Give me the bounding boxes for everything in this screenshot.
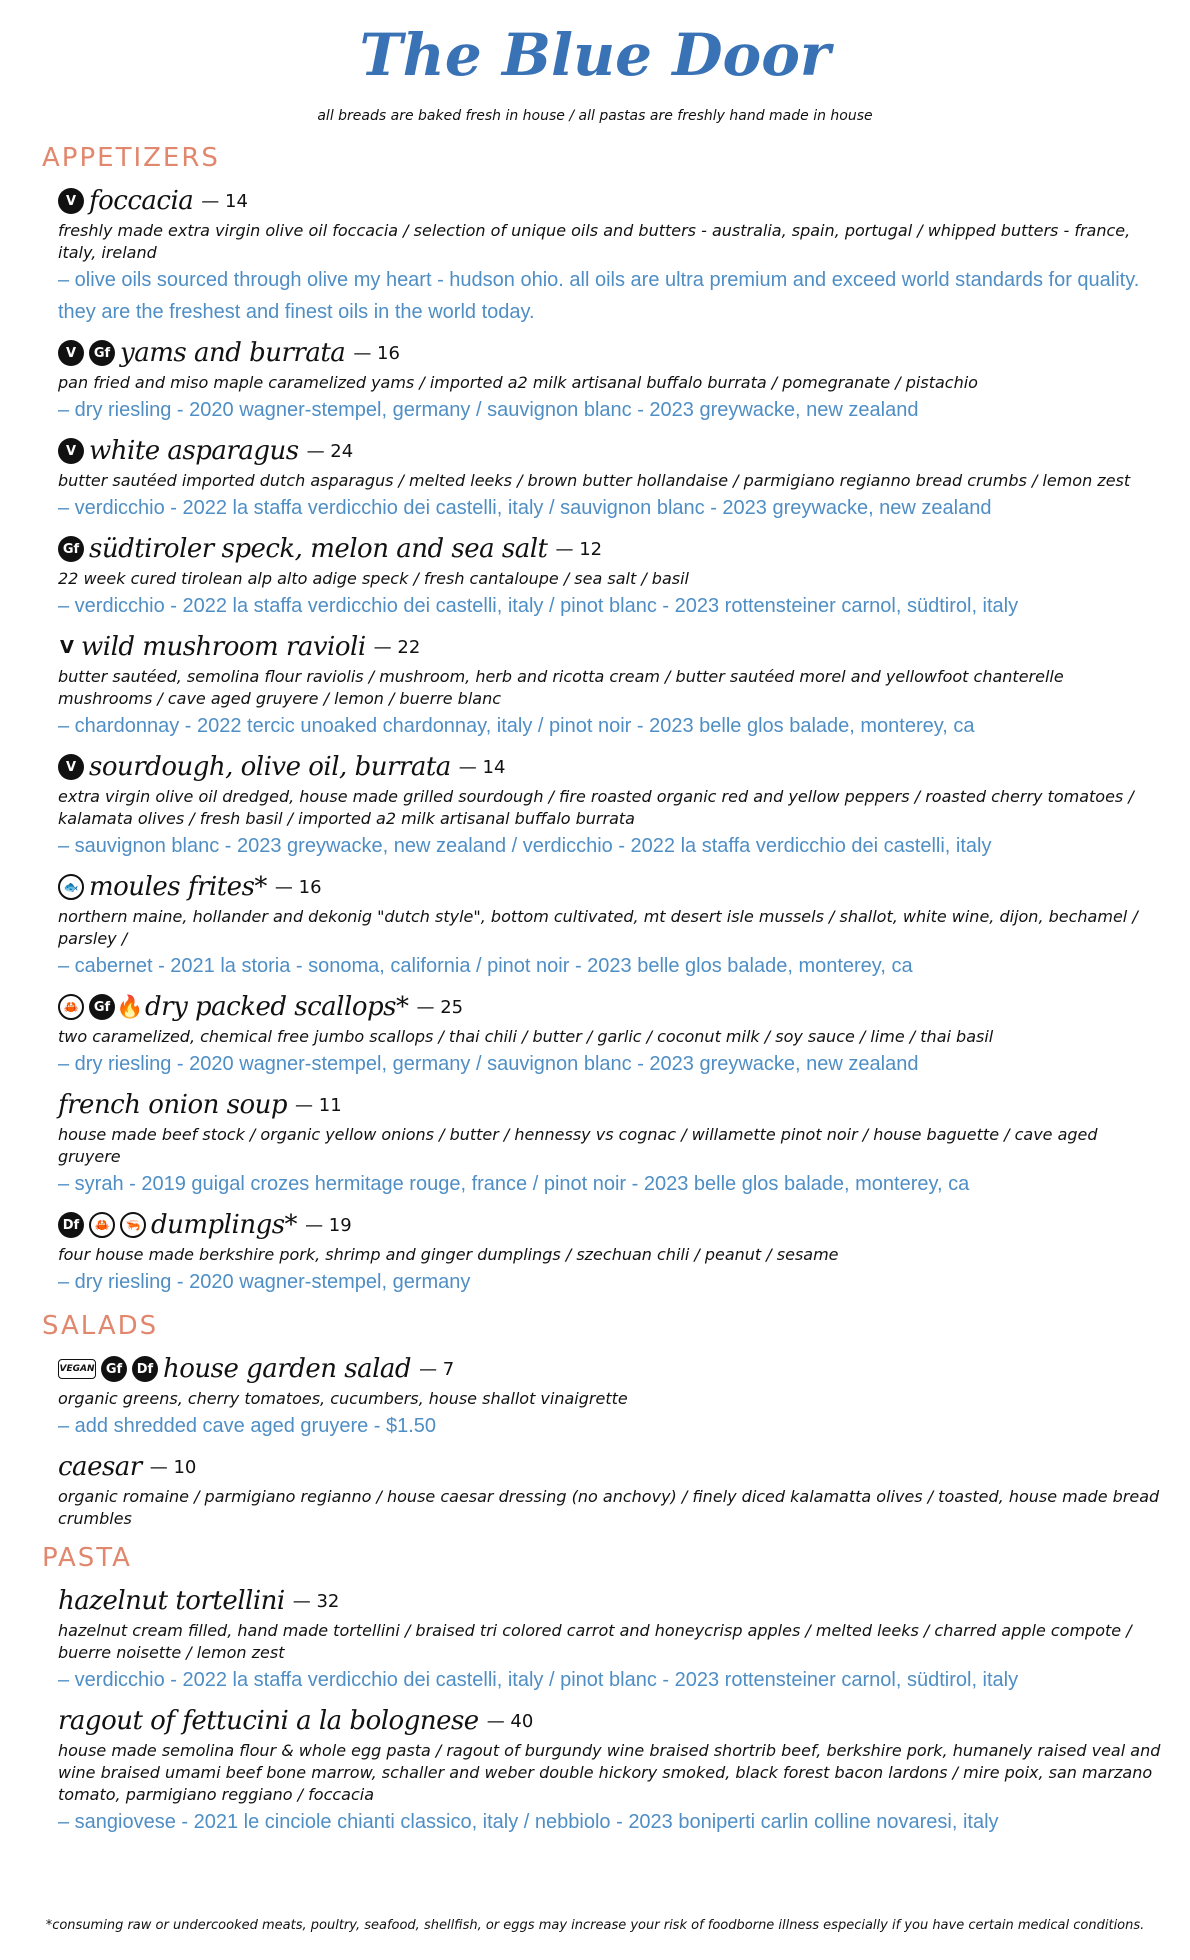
section-heading-pasta: PASTA [42, 1543, 132, 1573]
item-description: two caramelized, chemical free jumbo scallops / thai chili / butter / garlic / coconut milk / soy sauce / lime / thai basil [58, 1027, 994, 1046]
item-name: wild mushroom ravioli [81, 632, 366, 662]
item-description: extra virgin olive oil dredged, house made grilled sourdough / fire roasted organic red and yellow peppers / roasted cherry tomatoes / kalamata olives / fresh basil / imported a2 milk artisanal buffalo burrata [58, 787, 1134, 828]
item-price: — 16 [353, 342, 400, 364]
item-pairing: – verdicchio - 2022 la staffa verdicchio dei castelli, italy / pinot blanc - 2023 rottensteiner carnol, südtirol, italy [58, 1669, 1019, 1691]
vegetarian-icon: V [58, 340, 84, 366]
dairy-free-icon: Df [132, 1356, 158, 1382]
item-description: house made semolina flour & whole egg pasta / ragout of burgundy wine braised shortrib beef, berkshire pork, humanely raised veal and wine braised umami beef bone marrow, schaller and weber double hickory smoked, black forest bacon lardons / mire poix, san marzano tomato, parmigiano reggiano / foccacia [58, 1741, 1161, 1804]
item-description: four house made berkshire pork, shrimp and ginger dumplings / szechuan chili / peanut / sesame [58, 1245, 839, 1264]
item-description: butter sautéed, semolina flour raviolis / mushroom, herb and ricotta cream / butter sautéed morel and yellowfoot chanterelle mushrooms / cave aged gruyere / lemon / buerre blanc [58, 667, 1064, 708]
item-name: house garden salad [163, 1354, 412, 1384]
menu-item-sourdough-burrata [58, 748, 1162, 862]
shellfish-icon: 🦀 [58, 994, 84, 1020]
vegetarian-icon: V [58, 188, 84, 214]
menu-item-dry-packed-scallops [58, 988, 1162, 1080]
item-name: caesar [58, 1452, 142, 1482]
item-price: — 32 [292, 1590, 340, 1612]
item-name: ragout of fettucini a la bolognese [58, 1706, 479, 1736]
menu-item-white-asparagus [58, 432, 1162, 524]
item-pairing: – olive oils sourced through olive my heart - hudson ohio. all oils are ultra premium and exceed world standards for quality. they are the freshest and finest oils in the world today. [58, 269, 1140, 323]
item-price: — 14 [201, 190, 248, 212]
item-name: hazelnut tortellini [58, 1586, 285, 1616]
item-name: dumplings* [151, 1210, 298, 1240]
menu-item-speck-melon [58, 530, 1162, 622]
item-description: pan fried and miso maple caramelized yams / imported a2 milk artisanal buffalo burrata / pomegranate / pistachio [58, 373, 978, 392]
shrimp-icon: 🦐 [120, 1212, 146, 1238]
item-pairing: – dry riesling - 2020 wagner-stempel, germany / sauvignon blanc - 2023 greywacke, new zealand [58, 1053, 919, 1075]
item-addon: – add shredded cave aged gruyere - $1.50 [58, 1415, 437, 1437]
item-price: — 12 [555, 538, 603, 560]
gluten-free-icon: Gf [89, 340, 115, 366]
item-description: house made beef stock / organic yellow onions / butter / hennessy vs cognac / willamette pinot noir / house baguette / cave aged gruyere [58, 1125, 1098, 1166]
item-name: sourdough, olive oil, burrata [89, 752, 451, 782]
menu-item-foccacia [58, 182, 1162, 328]
menu-item-house-garden-salad [58, 1350, 1162, 1442]
section-heading-appetizers: APPETIZERS [42, 143, 220, 173]
menu-item-wild-mushroom-ravioli [58, 628, 1162, 742]
gluten-free-icon: Gf [89, 994, 115, 1020]
dairy-free-icon: Df [58, 1212, 84, 1238]
item-description: hazelnut cream filled, hand made tortellini / braised tri colored carrot and honeycrisp apples / melted leeks / charred apple compote / buerre noisette / lemon zest [58, 1621, 1132, 1662]
menu-item-ragout-fettucini [58, 1702, 1162, 1838]
item-name: dry packed scallops* [145, 992, 409, 1022]
menu-item-moules-frites [58, 868, 1162, 982]
item-pairing: – syrah - 2019 guigal crozes hermitage rouge, france / pinot noir - 2023 belle glos balade, monterey, ca [58, 1173, 970, 1195]
item-pairing: – sangiovese - 2021 le cinciole chianti classico, italy / nebbiolo - 2023 boniperti carlin colline novaresi, italy [58, 1811, 999, 1833]
vegetarian-icon: V [58, 754, 84, 780]
item-description: butter sautéed imported dutch asparagus / melted leeks / brown butter hollandaise / parmigiano regianno bread crumbs / lemon zest [58, 471, 1131, 490]
item-pairing: – cabernet - 2021 la storia - sonoma, california / pinot noir - 2023 belle glos balade, monterey, ca [58, 955, 913, 977]
vegetarian-icon: V [58, 438, 84, 464]
item-description: northern maine, hollander and dekonig "dutch style", bottom cultivated, mt desert isle mussels / shallot, white wine, dijon, bechamel / parsley / [58, 907, 1138, 948]
item-price: — 10 [149, 1456, 197, 1478]
item-pairing: – sauvignon blanc - 2023 greywacke, new zealand / verdicchio - 2022 la staffa verdicchio dei castelli, italy [58, 835, 992, 857]
item-price: — 40 [486, 1710, 534, 1732]
fish-icon: 🐟 [58, 874, 84, 900]
item-name: südtiroler speck, melon and sea salt [89, 534, 548, 564]
item-description: 22 week cured tirolean alp alto adige speck / fresh cantaloupe / sea salt / basil [58, 569, 689, 588]
gluten-free-icon: Gf [58, 536, 84, 562]
item-pairing: – verdicchio - 2022 la staffa verdicchio dei castelli, italy / pinot blanc - 2023 rottensteiner carnol, südtirol, italy [58, 595, 1019, 617]
item-name: foccacia [89, 186, 194, 216]
menu-item-french-onion-soup [58, 1086, 1162, 1200]
item-pairing: – chardonnay - 2022 tercic unoaked chardonnay, italy / pinot noir - 2023 belle glos balade, monterey, ca [58, 715, 975, 737]
item-price: — 7 [419, 1358, 455, 1380]
shellfish-icon: 🦀 [89, 1212, 115, 1238]
item-pairing: – dry riesling - 2020 wagner-stempel, germany / sauvignon blanc - 2023 greywacke, new zealand [58, 399, 919, 421]
vegetarian-icon: V [60, 636, 74, 658]
tagline: all breads are baked fresh in house / all pastas are freshly hand made in house [317, 108, 873, 124]
item-description: freshly made extra virgin olive oil foccacia / selection of unique oils and butters - australia, spain, portugal / whipped butters - france, italy, ireland [58, 221, 1131, 262]
item-price: — 11 [295, 1094, 342, 1116]
restaurant-name: The Blue Door [359, 21, 831, 89]
item-price: — 22 [373, 636, 421, 658]
vegan-icon: VEGAN [58, 1359, 96, 1379]
item-name: white asparagus [89, 436, 299, 466]
item-name: yams and burrata [120, 338, 346, 368]
menu-item-caesar [58, 1448, 1162, 1530]
section-heading-salads: SALADS [42, 1311, 159, 1341]
gluten-free-icon: Gf [101, 1356, 127, 1382]
item-price: — 19 [305, 1214, 352, 1236]
item-price: — 24 [306, 440, 354, 462]
menu-item-yams-and-burrata [58, 334, 1162, 426]
item-price: — 25 [416, 996, 464, 1018]
item-pairing: – verdicchio - 2022 la staffa verdicchio dei castelli, italy / sauvignon blanc - 2023 greywacke, new zealand [58, 497, 992, 519]
item-description: organic romaine / parmigiano regianno / house caesar dressing (no anchovy) / finely diced kalamatta olives / toasted, house made bread crumbles [58, 1487, 1160, 1528]
menu-item-dumplings [58, 1206, 1162, 1298]
food-safety-footnote: *consuming raw or undercooked meats, poultry, seafood, shellfish, or eggs may increase your risk of foodborne illness especially if you have certain medical conditions. [45, 1918, 1145, 1933]
menu-item-hazelnut-tortellini [58, 1582, 1162, 1696]
item-pairing: – dry riesling - 2020 wagner-stempel, germany [58, 1271, 471, 1293]
item-price: — 16 [274, 876, 322, 898]
item-name: moules frites* [89, 872, 267, 902]
item-price: — 14 [458, 756, 506, 778]
item-description: organic greens, cherry tomatoes, cucumbers, house shallot vinaigrette [58, 1389, 628, 1408]
spicy-icon: 🔥 [116, 994, 144, 1020]
item-name: french onion soup [58, 1090, 288, 1120]
